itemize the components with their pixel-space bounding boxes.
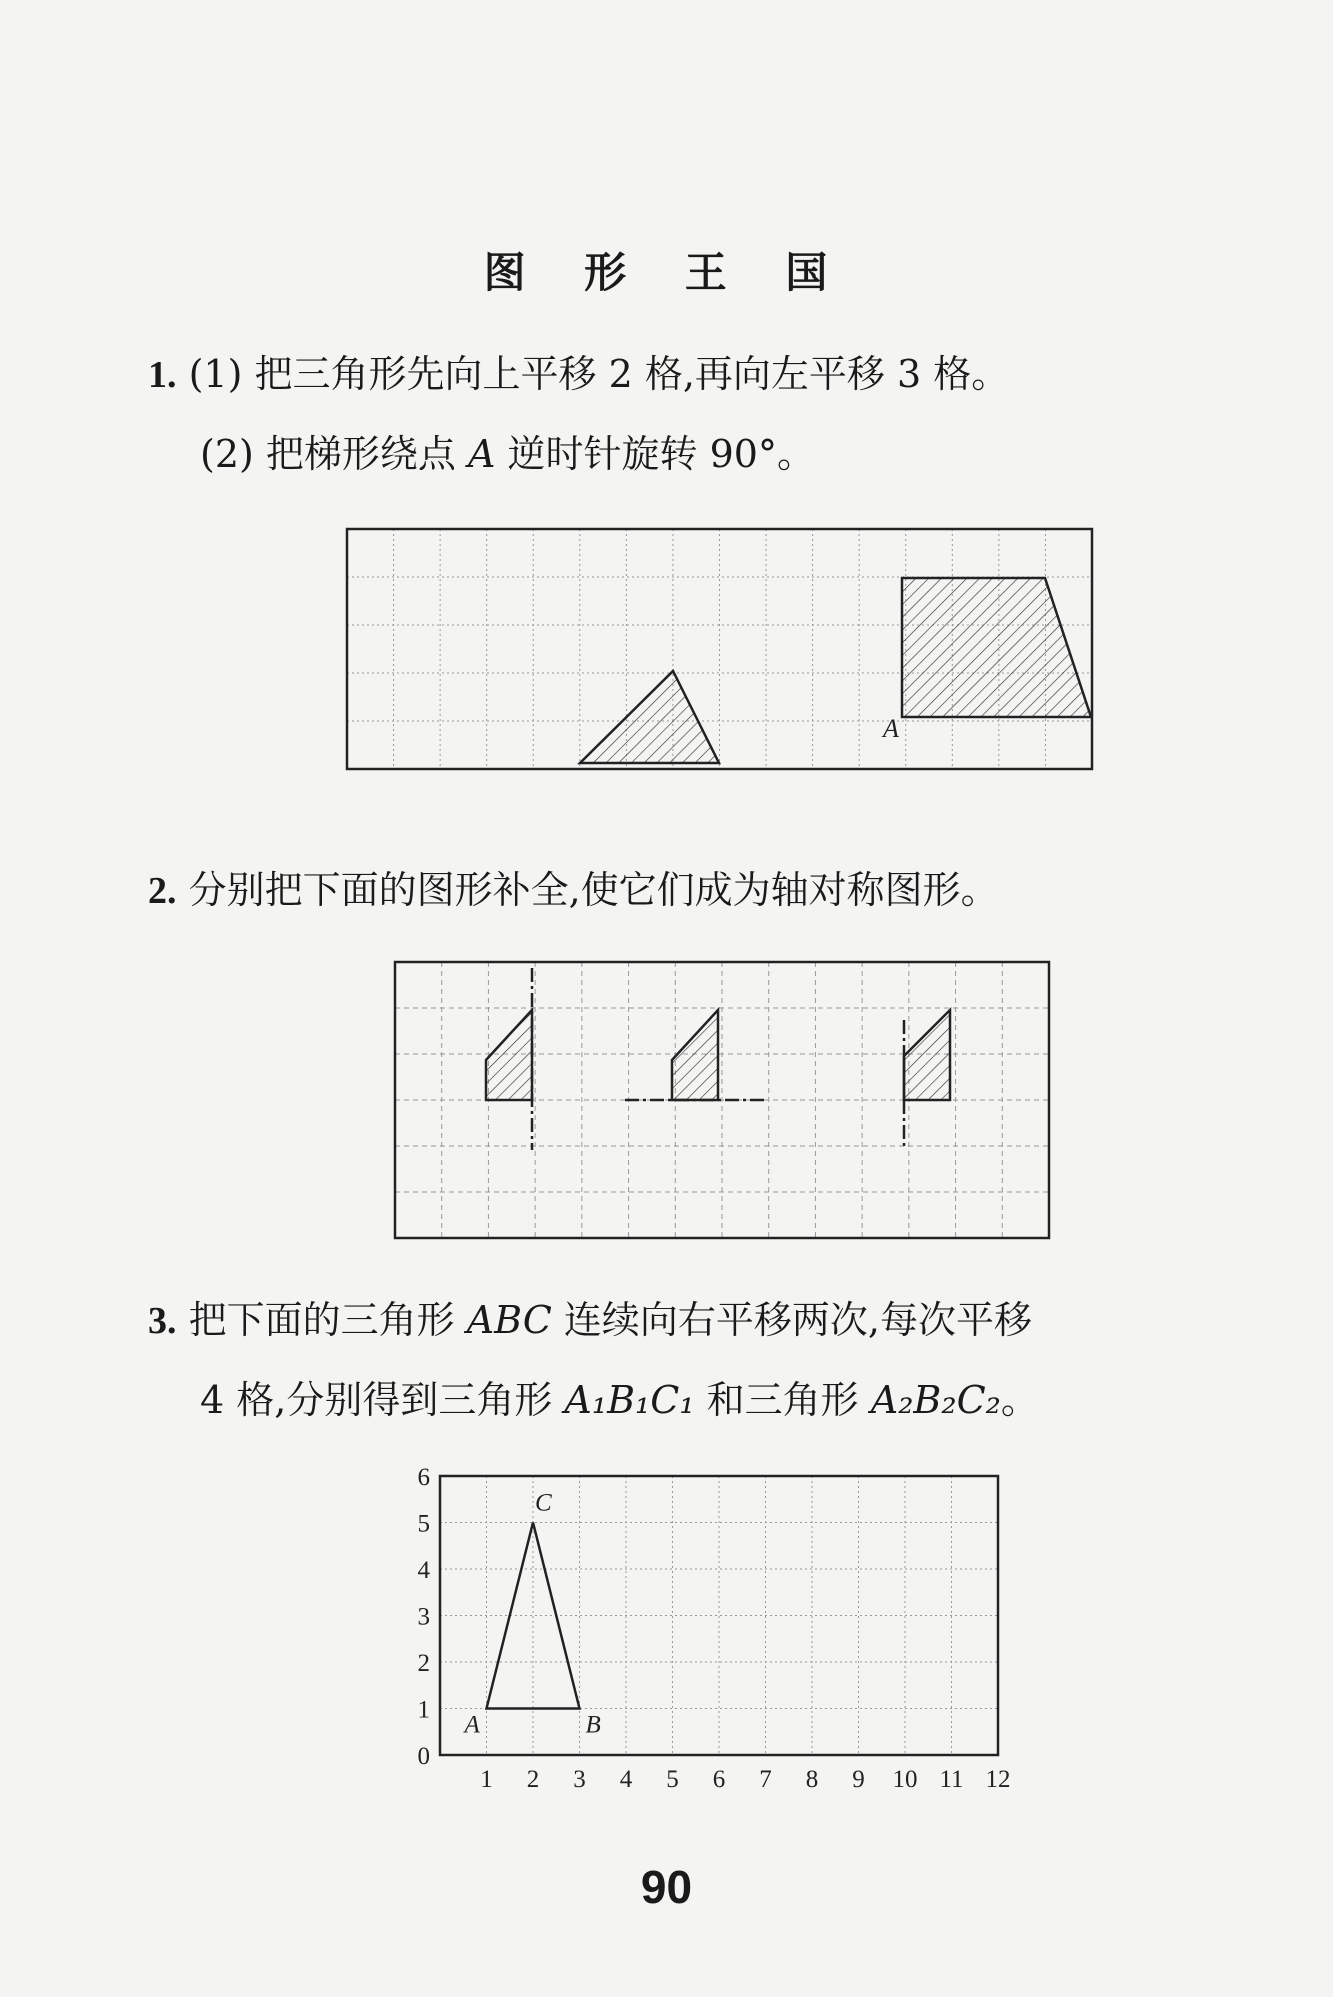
question-text: 分别把下面的图形补全,使它们成为轴对称图形。 xyxy=(188,868,999,912)
question-number: 1. xyxy=(148,354,177,396)
question-2 xyxy=(148,868,999,915)
question-text: (1) 把三角形先向上平移 2 格,再向左平移 3 格。 xyxy=(188,352,1010,396)
question-3-line-2 xyxy=(200,1378,1039,1424)
half-shape-1[interactable] xyxy=(486,1010,532,1100)
triangle-name: A₁B₁C₁ xyxy=(564,1378,695,1422)
page-title: 图 形 王 国 xyxy=(483,248,850,297)
x-tick-label: 3 xyxy=(573,1766,586,1793)
half-shape-3-fill[interactable] xyxy=(904,1010,950,1100)
y-tick-label: 0 xyxy=(417,1743,430,1770)
question-1-part-2 xyxy=(200,432,815,478)
y-tick-label: 5 xyxy=(417,1510,430,1538)
x-tick-label: 12 xyxy=(985,1766,1011,1793)
question-text: 连续向右平移两次,每次平移 xyxy=(551,1298,1033,1342)
vertex-label-b: B xyxy=(585,1711,601,1739)
x-tick-label: 4 xyxy=(619,1766,633,1793)
half-shape-2[interactable] xyxy=(672,1010,718,1100)
question-text: 和三角形 xyxy=(694,1378,871,1422)
x-tick-label: 9 xyxy=(852,1766,865,1793)
x-tick-label: 7 xyxy=(759,1766,772,1793)
x-tick-label: 11 xyxy=(939,1766,964,1793)
triangle-shape[interactable] xyxy=(580,671,719,763)
triangle-name: A₂B₂C₂ xyxy=(870,1378,1001,1422)
y-tick-label: 4 xyxy=(417,1557,430,1584)
grid-lines xyxy=(440,1476,998,1755)
triangle-name: ABC xyxy=(466,1298,552,1342)
point-label: A xyxy=(468,432,496,476)
x-tick-label: 10 xyxy=(892,1766,918,1793)
question-text: 4 格,分别得到三角形 xyxy=(200,1378,565,1422)
coordinate-grid xyxy=(400,1455,1040,1805)
vertex-label-a: A xyxy=(464,1711,480,1739)
question-text: 逆时针旋转 90°。 xyxy=(495,432,815,476)
x-tick-label: 6 xyxy=(712,1766,726,1793)
y-tick-label: 1 xyxy=(417,1696,430,1724)
question-text: (2) 把梯形绕点 xyxy=(200,432,468,476)
y-tick-label: 3 xyxy=(417,1603,430,1631)
question-3-line-1 xyxy=(148,1298,1032,1345)
vertex-label-c: C xyxy=(535,1489,552,1517)
y-tick-label: 2 xyxy=(417,1650,430,1677)
question-text: 。 xyxy=(1000,1378,1039,1422)
x-tick-label: 8 xyxy=(805,1766,819,1793)
page-number: 90 xyxy=(640,1861,693,1913)
x-tick-label: 5 xyxy=(666,1766,679,1793)
question-1-part-1 xyxy=(148,352,1009,399)
question-number: 3. xyxy=(148,1300,177,1342)
y-tick-label: 6 xyxy=(417,1464,430,1491)
point-a-label: A xyxy=(883,714,899,743)
x-tick-label: 2 xyxy=(526,1766,540,1793)
translation-rotation-grid xyxy=(345,527,1095,777)
trapezoid-shape[interactable] xyxy=(902,578,1091,717)
x-tick-label: 1 xyxy=(480,1766,493,1793)
symmetry-grid xyxy=(393,960,1053,1242)
question-number: 2. xyxy=(148,870,177,912)
question-text: 把下面的三角形 xyxy=(188,1298,467,1342)
